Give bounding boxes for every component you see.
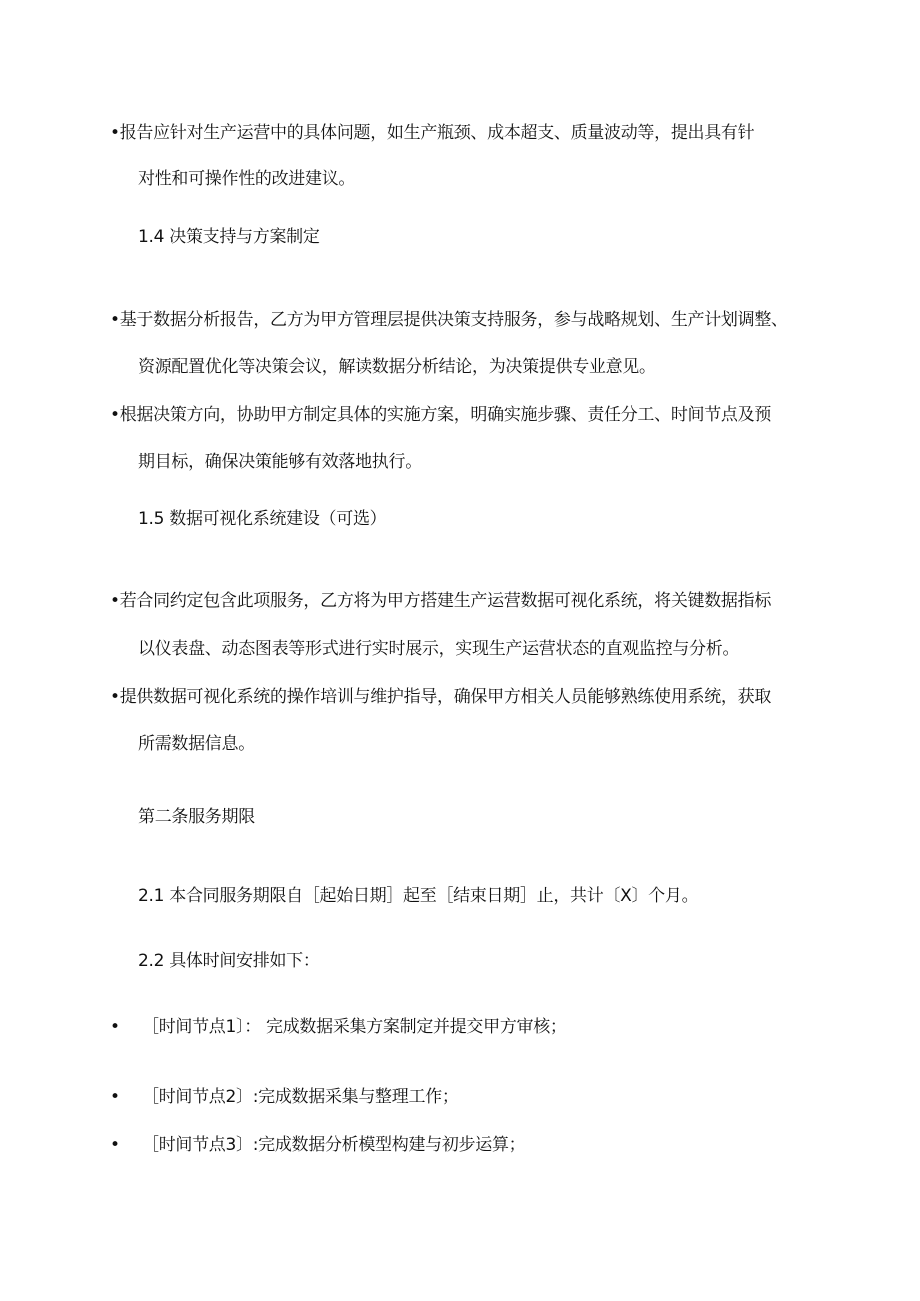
bullet-line: •根据决策方向，协助甲方制定具体的实施方案，明确实施步骤、责任分工、时间节点及预 [110, 405, 772, 425]
bullet-continuation: 期目标，确保决策能够有效落地执行。 [138, 452, 422, 472]
bullet-continuation: 所需数据信息。 [138, 734, 255, 754]
bullet-line: •提供数据可视化系统的操作培训与维护指导，确保甲方相关人员能够熟练使用系统，获取 [110, 687, 772, 707]
timeline-item: ［时间节点3〕:完成数据分析模型构建与初步运算； [142, 1135, 526, 1155]
bullet-line: •基于数据分析报告，乙方为甲方管理层提供决策支持服务，参与战略规划、生产计划调整、 [110, 310, 788, 330]
bullet-continuation: 以仪表盘、动态图表等形式进行实时展示，实现生产运营状态的直观监控与分析。 [138, 639, 740, 659]
paragraph-2-1: 2.1 本合同服务期限自［起始日期］起至［结束日期］止，共计〔X〕个月。 [138, 886, 699, 906]
bullet-marker: • [110, 1017, 121, 1037]
bullet-continuation: 资源配置优化等决策会议，解读数据分析结论，为决策提供专业意见。 [138, 357, 656, 377]
bullet-marker: • [110, 1087, 121, 1107]
timeline-item: ［时间节点1〕： 完成数据采集方案制定并提交甲方审核； [142, 1017, 567, 1037]
timeline-item: ［时间节点2〕:完成数据采集与整理工作； [142, 1087, 459, 1107]
bullet-continuation: 对性和可操作性的改进建议。 [138, 169, 356, 189]
section-heading-1-5: 1.5 数据可视化系统建设（可选） [138, 509, 387, 529]
bullet-line: •报告应针对生产运营中的具体问题，如生产瓶颈、成本超支、质量波动等，提出具有针 [110, 123, 755, 143]
article-heading-2: 第二条服务期限 [138, 807, 255, 827]
bullet-line: •若合同约定包含此项服务，乙方将为甲方搭建生产运营数据可视化系统，将关键数据指标 [110, 591, 772, 611]
paragraph-2-2: 2.2 具体时间安排如下： [138, 951, 320, 971]
bullet-marker: • [110, 1135, 121, 1155]
section-heading-1-4: 1.4 决策支持与方案制定 [138, 227, 320, 247]
